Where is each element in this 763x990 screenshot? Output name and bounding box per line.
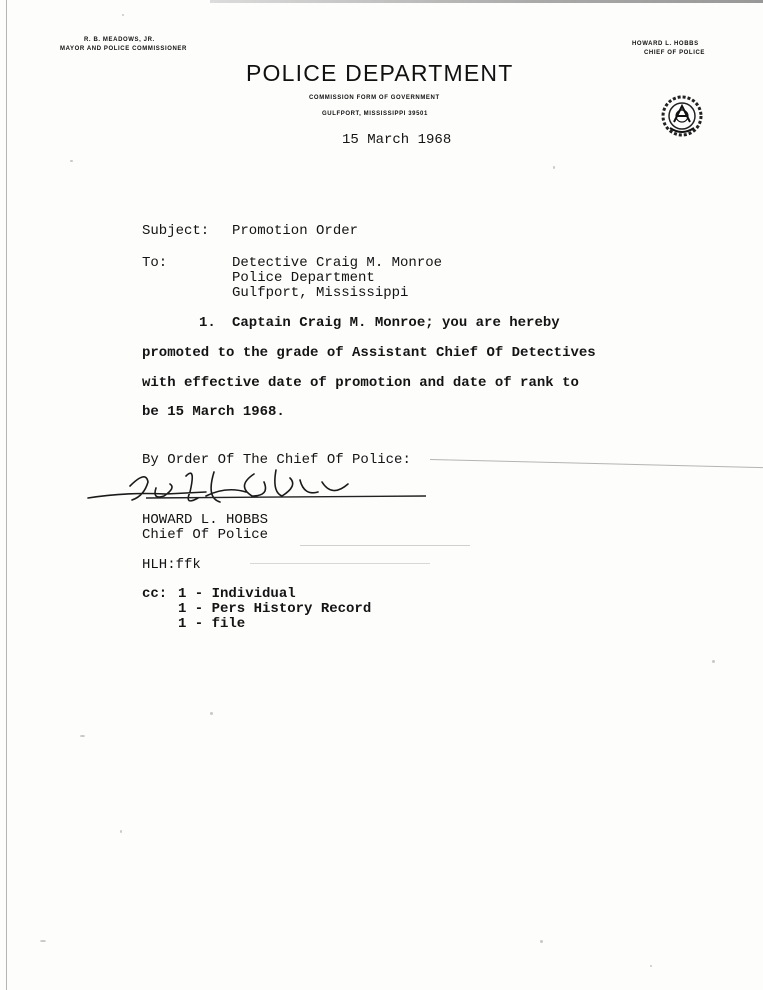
body-line: Captain Craig M. Monroe; you are hereby	[232, 315, 560, 331]
chief-title: CHIEF OF POLICE	[644, 50, 706, 56]
body-line: with effective date of promotion and date of rank to	[142, 375, 579, 391]
by-order-line: By Order Of The Chief Of Police:	[142, 452, 411, 468]
signature	[86, 462, 431, 510]
cc-item: 1 - Pers History Record	[178, 601, 372, 617]
scan-speck	[40, 940, 46, 942]
to-line: Gulfport, Mississippi	[232, 285, 409, 301]
cc-label: cc:	[142, 586, 168, 602]
stray-line	[300, 545, 470, 546]
body-line: be 15 March 1968.	[142, 404, 285, 420]
government-subtitle: COMMISSION FORM OF GOVERNMENT	[309, 95, 440, 101]
signer-title: Chief Of Police	[142, 527, 269, 543]
page-edge	[6, 0, 7, 990]
scan-speck	[120, 830, 122, 833]
department-address: GULFPORT, MISSISSIPPI 39501	[322, 111, 428, 117]
page-edge-top	[210, 0, 763, 3]
to-label: To:	[142, 255, 168, 271]
paragraph-number: 1.	[199, 315, 216, 331]
body-line: promoted to the grade of Assistant Chief Of Detectives	[142, 345, 596, 361]
stray-line	[430, 459, 763, 468]
scan-speck	[650, 965, 652, 967]
scan-speck	[122, 14, 124, 16]
chief-name: HOWARD L. HOBBS	[632, 41, 699, 47]
scan-speck	[80, 735, 85, 737]
scan-speck	[540, 940, 543, 943]
scan-speck	[553, 166, 555, 169]
commissioner-title: MAYOR AND POLICE COMMISSIONER	[60, 46, 187, 52]
letter-date: 15 March 1968	[342, 132, 452, 148]
department-title: POLICE DEPARTMENT	[246, 60, 514, 86]
subject-label: Subject:	[142, 223, 210, 239]
stray-line	[250, 563, 430, 564]
scan-speck	[712, 660, 715, 663]
scan-speck	[70, 160, 73, 162]
to-line: Police Department	[232, 270, 375, 286]
police-seal-icon	[661, 95, 703, 137]
signer-name: HOWARD L. HOBBS	[142, 512, 269, 528]
scan-speck	[210, 712, 213, 715]
cc-item: 1 - file	[178, 616, 246, 632]
cc-item: 1 - Individual	[178, 586, 296, 602]
to-line: Detective Craig M. Monroe	[232, 255, 443, 271]
commissioner-name: R. B. MEADOWS, JR.	[84, 37, 155, 43]
reference-initials: HLH:ffk	[142, 557, 201, 573]
subject-value: Promotion Order	[232, 223, 359, 239]
